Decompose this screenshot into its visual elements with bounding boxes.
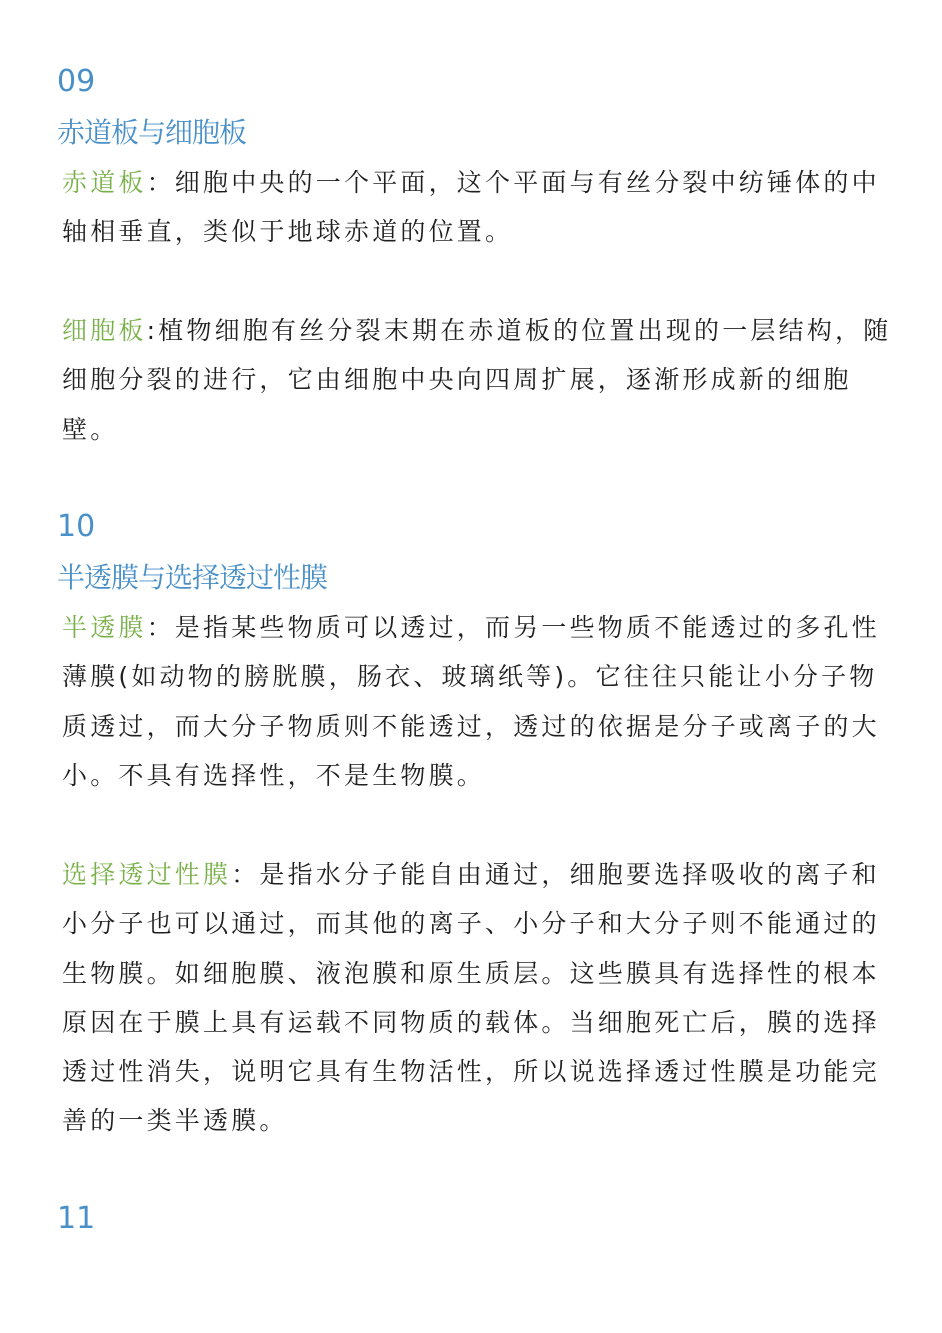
paragraph-selectively-permeable-membrane	[62, 850, 892, 1146]
section-title-10: 半透膜与选择透过性膜	[57, 561, 328, 594]
paragraph-semipermeable-membrane	[62, 603, 892, 800]
section-number-09: 09	[57, 64, 96, 99]
term-selectively-permeable-membrane: 选择透过性膜	[62, 860, 232, 889]
definition-equatorial-plate: ：细胞中央的一个平面，这个平面与有丝分裂中纺锤体的中轴相垂直，类似于地球赤道的位置。	[62, 168, 880, 247]
term-semipermeable-membrane: 半透膜	[62, 613, 147, 642]
term-equatorial-plate: 赤道板	[62, 168, 147, 197]
definition-semipermeable-membrane: ：是指某些物质可以透过，而另一些物质不能透过的多孔性薄膜(如动物的膀胱膜，肠衣、玻璃纸等)。它往往只能让小分子物质透过，而大分子物质则不能透过，透过的依据是分子或离子的大小。不具有选择性，不是生物膜。	[62, 613, 880, 790]
section-title-09: 赤道板与细胞板	[57, 116, 247, 149]
section-number-10: 10	[57, 509, 96, 544]
section-number-11: 11	[57, 1201, 96, 1236]
paragraph-cell-plate	[62, 306, 892, 454]
paragraph-equatorial-plate	[62, 158, 892, 257]
term-cell-plate: 细胞板	[62, 316, 147, 345]
definition-selectively-permeable-membrane: ：是指水分子能自由通过，细胞要选择吸收的离子和小分子也可以通过，而其他的离子、小分子和大分子则不能通过的生物膜。如细胞膜、液泡膜和原生质层。这些膜具有选择性的根本原因在于膜上具有运载不同物质的载体。当细胞死亡后，膜的选择透过性消失，说明它具有生物活性，所以说选择透过性膜是功能完善的一类半透膜。	[62, 860, 880, 1136]
definition-cell-plate: :植物细胞有丝分裂末期在赤道板的位置出现的一层结构，随细胞分裂的进行，它由细胞中央向四周扩展，逐渐形成新的细胞壁。	[62, 316, 892, 444]
